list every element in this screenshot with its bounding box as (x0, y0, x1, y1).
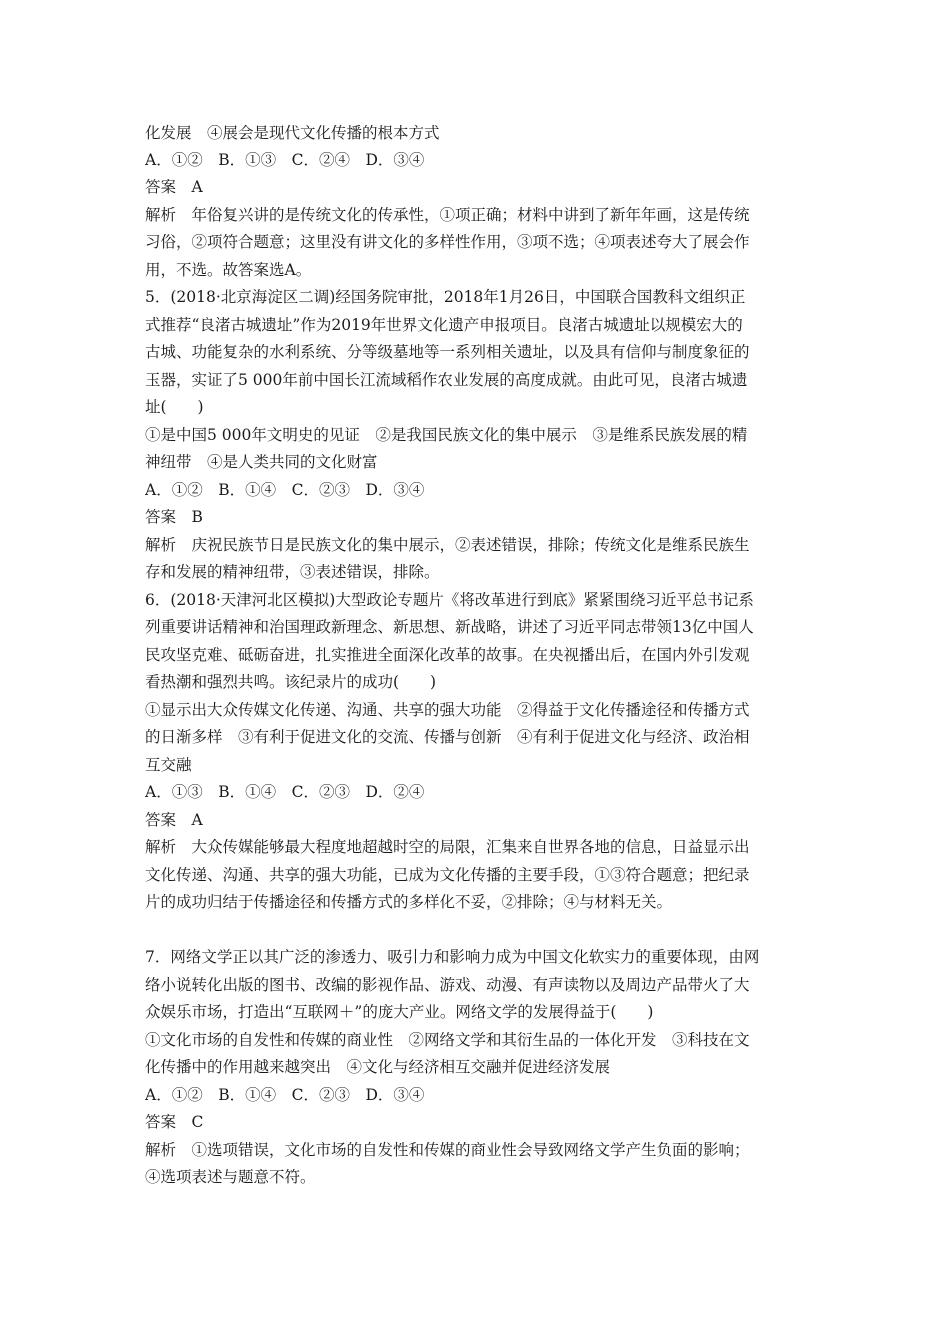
question-6-line: 列重要讲话精神和治国理政新理念、新思想、新战略，讲述了习近平同志带领13亿中国人 (145, 618, 754, 636)
analysis-5-line: 解析 庆祝民族节日是民族文化的集中展示，②表述错误，排除；传统文化是维系民族生 (145, 536, 750, 554)
question-6-line: 民攻坚克难、砥砺奋进，扎实推进全面深化改革的故事。在央视播出后，在国内外引发观 (145, 646, 750, 664)
analysis-4-line: 习俗，②项符合题意；这里没有讲文化的多样性作用，③项不选；④项表述夸大了展会作 (145, 233, 750, 251)
analysis-6-line: 片的成功归结于传播途径和传播方式的多样化不妥，②排除；④与材料无关。 (145, 893, 673, 911)
answer-options-4: A．①② B．①③ C．②④ D．③④ (145, 151, 425, 169)
text-line: 化发展 ④展会是现代文化传播的根本方式 (145, 124, 440, 142)
analysis-5-line: 存和发展的精神纽带，③表述错误，排除。 (145, 563, 440, 581)
choices-6-line: 互交融 (145, 756, 192, 774)
answer-options-7: A．①② B．①④ C．②③ D．③④ (145, 1086, 425, 1104)
analysis-7-line: ④选项表述与题意不符。 (145, 1168, 316, 1186)
choices-5-line: ①是中国5 000年文明史的见证 ②是我国民族文化的集中展示 ③是维系民族发展的精 (145, 426, 748, 444)
answer-7: 答案 C (145, 1113, 204, 1131)
question-6-line: 看热潮和强烈共鸣。该纪录片的成功( ) (145, 673, 437, 691)
analysis-6-line: 文化传递、沟通、共享的强大功能，已成为文化传播的主要手段，①③符合题意；把纪录 (145, 866, 750, 884)
analysis-7-line: 解析 ①选项错误，文化市场的自发性和传媒的商业性会导致网络文学产生负面的影响； (145, 1141, 750, 1159)
question-5-line: 5．(2018·北京海淀区二调)经国务院审批，2018年1月26日，中国联合国教科文组织正 (145, 288, 746, 306)
answer-options-6: A．①③ B．①④ C．②③ D．②④ (145, 783, 425, 801)
question-6-line: 6．(2018·天津河北区模拟)大型政论专题片《将改革进行到底》紧紧围绕习近平总书记系 (145, 591, 754, 609)
question-7-line: 众娱乐市场，打造出“互联网＋”的庞大产业。网络文学的发展得益于( ) (145, 1003, 654, 1021)
choices-6-line: ①显示出大众传媒文化传递、沟通、共享的强大功能 ②得益于文化传播途径和传播方式 (145, 701, 750, 719)
question-5-line: 玉器，实证了5 000年前中国长江流域稻作农业发展的高度成就。由此可见，良渚古城遗 (145, 371, 748, 389)
choices-6-line: 的日渐多样 ③有利于促进文化的交流、传播与创新 ④有利于促进文化与经济、政治相 (145, 728, 750, 746)
choices-7-line: 化传播中的作用越来越突出 ④文化与经济相互交融并促进经济发展 (145, 1058, 611, 1076)
question-7-line: 络小说转化出版的图书、改编的影视作品、游戏、动漫、有声读物以及周边产品带火了大 (145, 976, 750, 994)
answer-options-5: A．①② B．①④ C．②③ D．③④ (145, 481, 425, 499)
analysis-6-line: 解析 大众传媒能够最大程度地超越时空的局限，汇集来自世界各地的信息，日益显示出 (145, 838, 750, 856)
analysis-4-line: 用，不选。故答案选A。 (145, 261, 312, 279)
question-5-line: 古城、功能复杂的水利系统、分等级墓地等一系列相关遗址，以及具有信仰与制度象征的 (145, 343, 750, 361)
answer-6: 答案 A (145, 811, 203, 829)
question-5-line: 式推荐“良渚古城遗址”作为2019年世界文化遗产申报项目。良渚古城遗址以规模宏大的 (145, 316, 743, 334)
question-5-line: 址( ) (145, 398, 204, 416)
answer-4: 答案 A (145, 178, 203, 196)
question-7-line: 7．网络文学正以其广泛的渗透力、吸引力和影响力成为中国文化软实力的重要体现，由网 (145, 948, 760, 966)
choices-7-line: ①文化市场的自发性和传媒的商业性 ②网络文学和其衍生品的一体化开发 ③科技在文 (145, 1031, 750, 1049)
choices-5-line: 神纽带 ④是人类共同的文化财富 (145, 453, 378, 471)
answer-5: 答案 B (145, 508, 203, 526)
analysis-4-line: 解析 年俗复兴讲的是传统文化的传承性，①项正确；材料中讲到了新年年画，这是传统 (145, 206, 750, 224)
